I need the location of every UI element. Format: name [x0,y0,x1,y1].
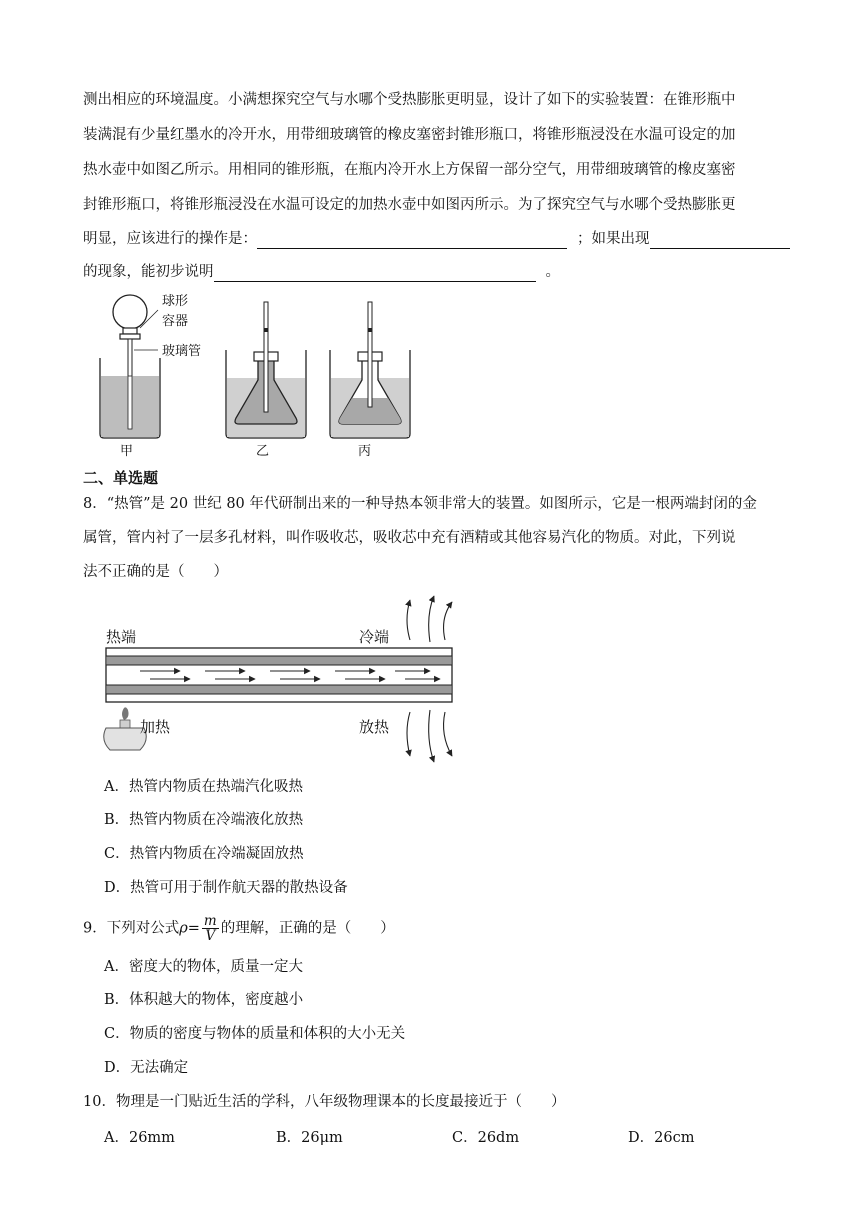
formula-denominator: V [205,928,216,944]
q8-option-a[interactable]: A．热管内物质在热端汽化吸热 [104,779,303,795]
label-glass-tube: 玻璃管 [162,344,202,359]
q10-stem: 10．物理是一门贴近生活的学科，八年级物理课本的长度最接近于（ ） [83,1094,566,1110]
answer-blank-phenomenon[interactable] [650,232,790,249]
q9-option-a[interactable]: A．密度大的物体，质量一定大 [104,959,303,975]
label-hot-end: 热端 [106,628,137,646]
q9-option-b[interactable]: B．体积越大的物体，密度越小 [104,992,304,1008]
answer-blank-conclusion[interactable] [214,265,536,282]
q8-option-c[interactable]: C．热管内物质在冷端凝固放热 [104,846,304,862]
apparatus-yi [226,302,306,438]
answer-blank-operation[interactable] [257,232,567,249]
label-ball: 球形 [162,294,189,309]
formula-numerator: m [203,913,217,929]
q8-option-d[interactable]: D．热管可用于制作航天器的散热设备 [104,880,348,896]
q7-line-4: 封锥形瓶口，将锥形瓶浸没在水温可设定的加热水壶中如图丙所示。为了探究空气与水哪个受热膨胀更 [83,197,736,213]
label-cold-end: 冷端 [359,628,390,646]
q7-line-6-text: 的现象，能初步说明 [83,264,214,280]
label-bing: 丙 [358,444,372,459]
q8-stem-2: 属管，管内衬了一层多孔材料，叫作吸收芯，吸收芯中充有酒精或其他容易汽化的物质。对此，下列说 [83,530,736,546]
apparatus-jia [100,295,160,438]
q9-prefix: 9．下列对公式 [83,920,180,937]
q7-line-1: 测出相应的环境温度。小满想探究空气与水哪个受热膨胀更明显，设计了如下的实验装置：在锥形瓶中 [83,92,736,108]
q7-apparatus-figure [88,288,428,460]
q7-line-5-text: 明显，应该进行的操作是： [83,231,257,247]
density-formula-fraction [202,914,219,943]
q7-line-3: 热水壶中如图乙所示。用相同的锥形瓶，在瓶内冷开水上方保留一部分空气，用带细玻璃管的橡皮塞密 [83,162,736,178]
q7-line-5 [83,229,790,249]
q8-stem-1: 8．“热管”是 20 世纪 80 年代研制出来的一种导热本领非常大的装置。如图所示，它是一根两端封闭的金 [83,496,757,512]
q9-stem [83,914,395,943]
q9-option-c[interactable]: C．物质的密度与物体的质量和体积的大小无关 [104,1026,406,1042]
label-yi: 乙 [256,444,270,459]
q10-option-c[interactable]: C．26dm [452,1130,520,1146]
q10-option-b[interactable]: B．26μm [276,1130,343,1146]
q8-option-b[interactable]: B．热管内物质在冷端液化放热 [104,812,304,828]
label-container: 容器 [162,314,189,329]
q9-suffix: 的理解，正确的是（ ） [220,920,395,937]
q7-line-5-text-b: ；如果出现 [577,231,650,247]
q8-stem-3: 法不正确的是（ ） [83,564,228,580]
label-jia: 甲 [120,444,134,459]
heat-pipe-figure [100,590,470,770]
q7-line-6-end: 。 [545,264,560,280]
label-heating: 加热 [140,718,171,736]
q9-rho: ρ= [179,920,200,937]
label-release-heat: 放热 [359,718,390,736]
q10-option-a[interactable]: A．26mm [104,1130,175,1146]
apparatus-bing [330,302,410,438]
q7-line-6 [83,262,560,282]
q7-line-2: 装满混有少量红墨水的冷开水，用带细玻璃管的橡皮塞密封锥形瓶口，将锥形瓶浸没在水温可设定的加 [83,127,736,143]
q10-option-d[interactable]: D．26cm [628,1130,695,1146]
q9-option-d[interactable]: D．无法确定 [104,1060,189,1076]
section-title: 二、单选题 [83,469,159,487]
